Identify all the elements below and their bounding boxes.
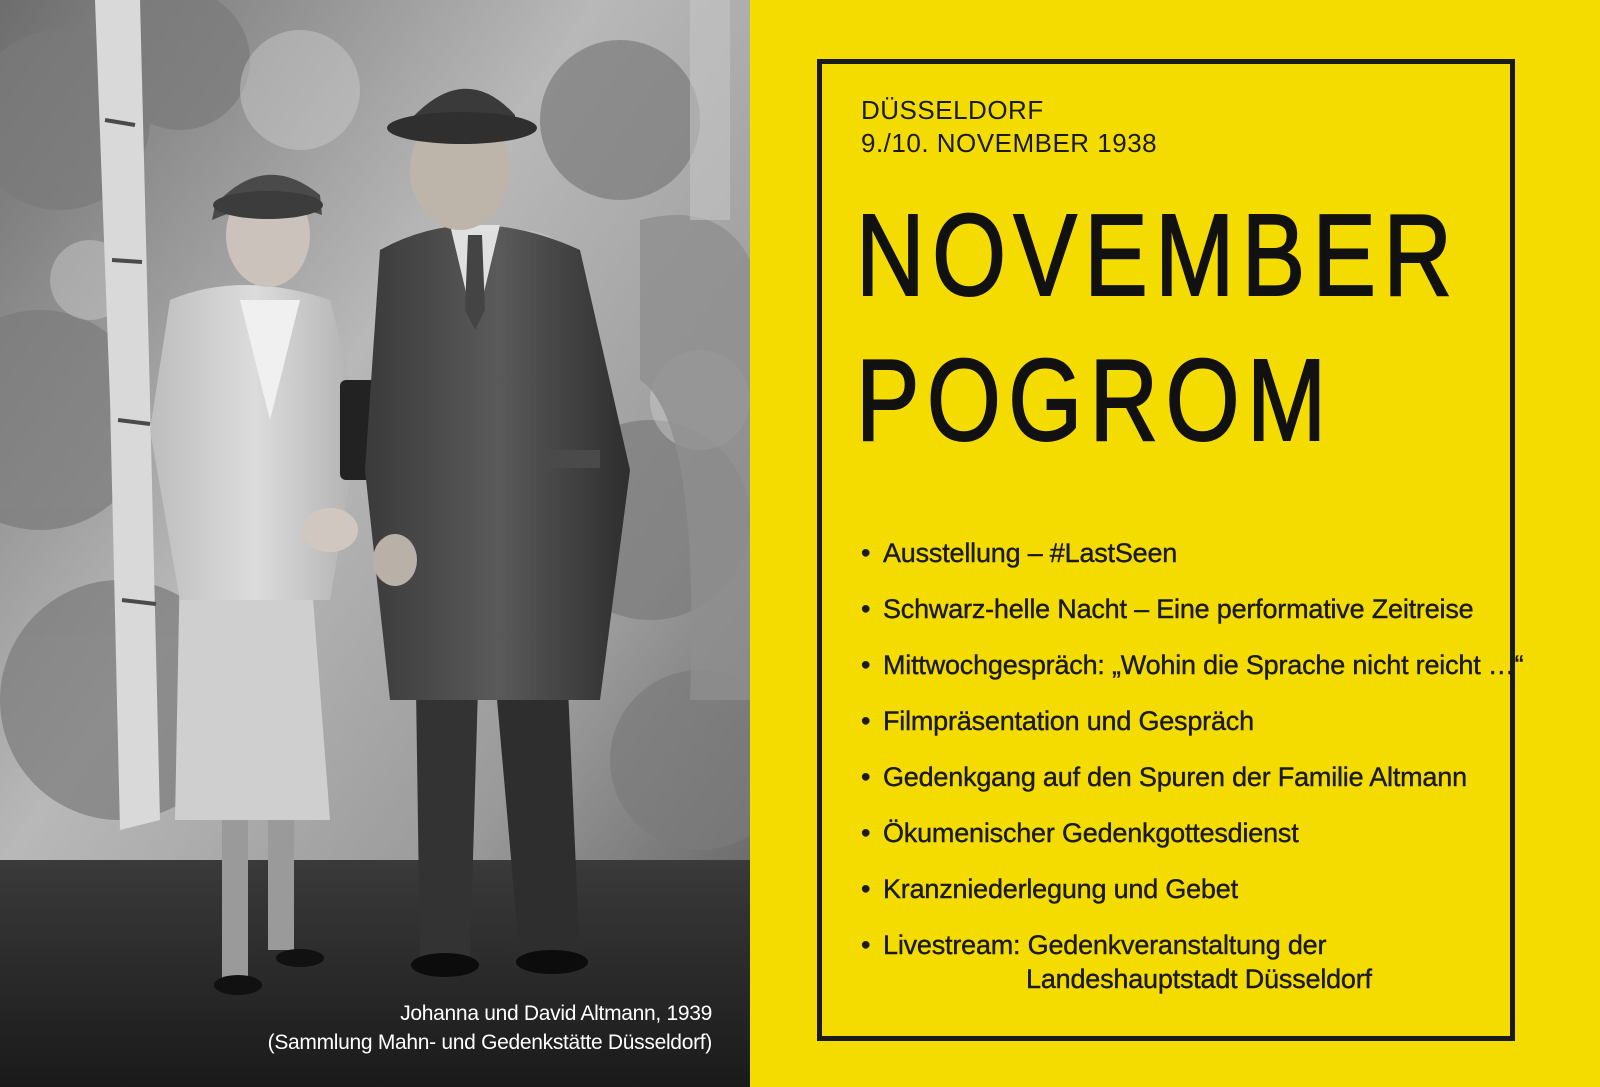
list-item xyxy=(861,536,1501,592)
bullet-icon: • xyxy=(861,538,871,568)
title-line-1: NOVEMBER xyxy=(856,190,1460,320)
bullet-icon: • xyxy=(861,762,871,792)
event-label: Ökumenischer Gedenkgottesdienst xyxy=(883,818,1299,848)
bullet-icon: • xyxy=(861,818,871,848)
list-item xyxy=(861,760,1501,816)
event-label: Mittwochgespräch: „Wohin die Sprache nicht reicht …“ xyxy=(883,650,1524,680)
photo-illustration xyxy=(0,0,750,1087)
bullet-icon: • xyxy=(861,650,871,680)
list-item xyxy=(861,592,1501,648)
title-line-2: POGROM xyxy=(856,335,1334,465)
caption-line-2: (Sammlung Mahn- und Gedenkstätte Düsseldorf) xyxy=(267,1031,712,1054)
event-label: Gedenkgang auf den Spuren der Familie Altmann xyxy=(883,762,1467,792)
place-date-block xyxy=(861,94,1157,160)
list-item xyxy=(861,928,1501,994)
photo-caption xyxy=(268,999,712,1057)
list-item xyxy=(861,872,1501,928)
event-label: Kranzniederlegung und Gebet xyxy=(883,874,1238,904)
place-label: DÜSSELDORF xyxy=(861,95,1044,125)
event-label: Filmpräsentation und Gespräch xyxy=(883,706,1254,736)
historical-photo xyxy=(0,0,750,1087)
event-label-continuation: Landeshauptstadt Düsseldorf xyxy=(1026,964,1372,994)
caption-line-1: Johanna und David Altmann, 1939 xyxy=(400,1002,712,1025)
bullet-icon: • xyxy=(861,706,871,736)
list-item xyxy=(861,648,1524,704)
list-item xyxy=(861,704,1501,760)
event-label: Ausstellung – #LastSeen xyxy=(883,538,1178,568)
event-label: Livestream: Gedenkveranstaltung der xyxy=(883,930,1327,960)
list-item xyxy=(861,816,1501,872)
bullet-icon: • xyxy=(861,874,871,904)
bullet-icon: • xyxy=(861,930,871,960)
page-title xyxy=(856,183,1459,473)
event-label: Schwarz-helle Nacht – Eine performative Zeitreise xyxy=(883,594,1474,624)
date-label: 9./10. NOVEMBER 1938 xyxy=(861,128,1158,158)
event-list xyxy=(861,536,1524,994)
bullet-icon: • xyxy=(861,594,871,624)
